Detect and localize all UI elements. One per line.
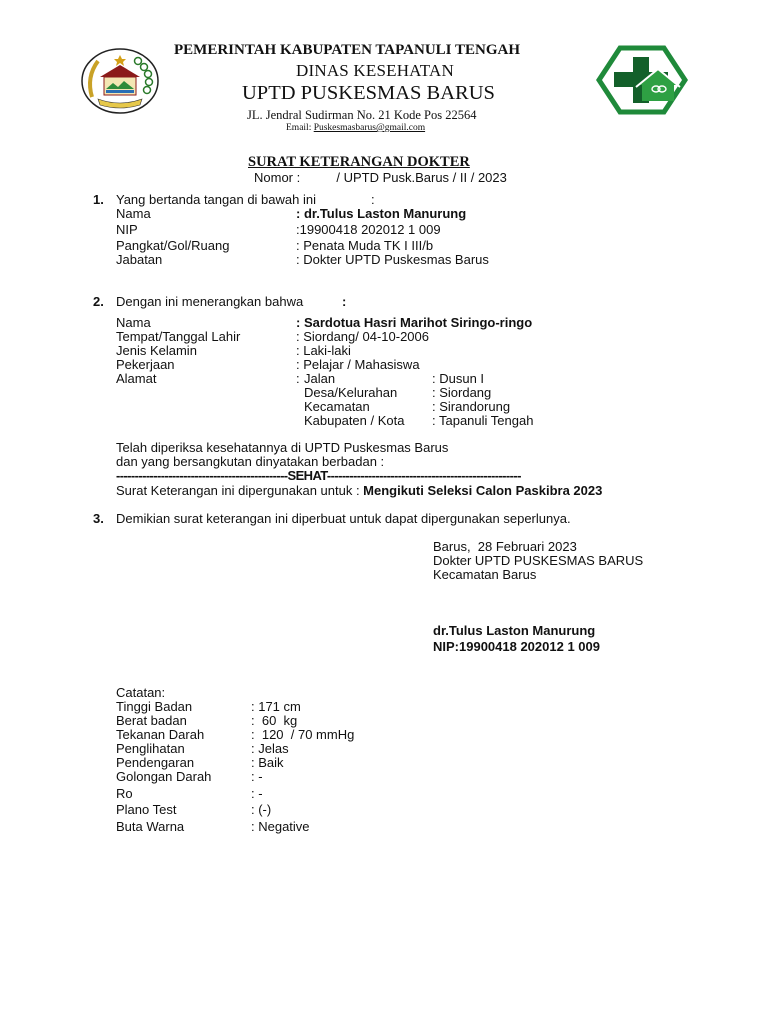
letterhead-address: JL. Jendral Sudirman No. 21 Kode Pos 22564 xyxy=(247,108,477,122)
address-value: : Sirandorung xyxy=(432,399,511,414)
purpose-label: Surat Keterangan ini dipergunakan untuk : xyxy=(116,483,364,498)
email-label: Email: xyxy=(286,123,314,133)
field-label: Jabatan xyxy=(116,252,163,267)
field-label: Pangkat/Gol/Ruang xyxy=(116,238,230,253)
signer-nip-value: :19900418 202012 1 009 xyxy=(296,222,441,237)
signer-name: dr.Tulus Laston Manurung xyxy=(433,623,596,638)
field-label: Nama xyxy=(116,206,151,221)
section-3-number: 3. xyxy=(93,511,104,526)
field-label: Pekerjaan xyxy=(116,357,175,372)
section-2-number: 2. xyxy=(93,294,104,309)
note-vision-value: : Jelas xyxy=(251,741,289,756)
note-label: Berat badan xyxy=(116,713,187,728)
address-label: Desa/Kelurahan xyxy=(304,385,398,400)
address-label: Kabupaten / Kota xyxy=(304,413,405,428)
patient-birth-value: : Siordang/ 04-10-2006 xyxy=(296,329,429,344)
patient-name-value: : Sardotua Hasri Marihot Siringo-ringo xyxy=(296,315,533,330)
note-label: Golongan Darah xyxy=(116,769,212,784)
signer-nip: NIP:19900418 202012 1 009 xyxy=(433,639,600,654)
health-result: ----------------------------------------------SEHAT---------------------------------------------------- xyxy=(116,468,521,483)
address-label: Kecamatan xyxy=(304,399,370,414)
note-label: Plano Test xyxy=(116,802,177,817)
note-label: Tekanan Darah xyxy=(116,727,205,742)
signer-position-value: : Dokter UPTD Puskesmas Barus xyxy=(296,252,489,267)
signer-district: Kecamatan Barus xyxy=(433,567,537,582)
note-color-blind-value: : Negative xyxy=(251,819,310,834)
note-label: Penglihatan xyxy=(116,741,185,756)
field-label: Nama xyxy=(116,315,151,330)
note-height-value: : 171 cm xyxy=(251,699,301,714)
note-blood-type-value: : - xyxy=(251,769,263,784)
address-value: : Dusun I xyxy=(432,371,485,386)
letterhead-institution: UPTD PUSKESMAS BARUS xyxy=(242,82,495,104)
address-value: : Siordang xyxy=(432,385,492,400)
address-value: : Tapanuli Tengah xyxy=(432,413,534,428)
note-blood-pressure-value: : 120 / 70 mmHg xyxy=(251,727,355,742)
section-2-intro-colon: : xyxy=(342,294,347,309)
exam-statement-line-1: Telah diperiksa kesehatannya di UPTD Puskesmas Barus xyxy=(116,440,449,455)
closing-statement: Demikian surat keterangan ini diperbuat untuk dapat dipergunakan seperlunya. xyxy=(116,511,571,526)
field-label: NIP xyxy=(116,222,138,237)
field-label: Alamat xyxy=(116,371,157,386)
note-weight-value: : 60 kg xyxy=(251,713,298,728)
purpose-value: Mengikuti Seleksi Calon Paskibra 2023 xyxy=(363,483,603,498)
letterhead-email-line xyxy=(286,123,425,133)
patient-gender-value: : Laki-laki xyxy=(296,343,351,358)
signer-name-value: : dr.Tulus Laston Manurung xyxy=(296,206,467,221)
section-1-number: 1. xyxy=(93,192,104,207)
note-label: Pendengaran xyxy=(116,755,195,770)
signer-title: Dokter UPTD PUSKESMAS BARUS xyxy=(433,553,644,568)
note-label: Buta Warna xyxy=(116,819,185,834)
place-date: Barus, 28 Februari 2023 xyxy=(433,539,577,554)
note-label: Tinggi Badan xyxy=(116,699,193,714)
signer-rank-value: : Penata Muda TK I III/b xyxy=(296,238,434,253)
exam-statement-line-2: dan yang bersangkutan dinyatakan berbadan : xyxy=(116,454,385,469)
field-label: Jenis Kelamin xyxy=(116,343,197,358)
document-title: SURAT KETERANGAN DOKTER xyxy=(248,154,470,170)
email-link[interactable]: Puskesmasbarus@gmail.com xyxy=(313,123,426,133)
document-number: Nomor : / UPTD Pusk.Barus / II / 2023 xyxy=(254,170,507,185)
letterhead-government: PEMERINTAH KABUPATEN TAPANULI TENGAH xyxy=(174,42,521,58)
notes-heading: Catatan: xyxy=(116,685,166,700)
puskesmas-logo-icon xyxy=(596,45,688,115)
section-1-intro-colon: : xyxy=(371,192,375,207)
section-1-intro: Yang bertanda tangan di bawah ini xyxy=(116,192,316,207)
field-label: Tempat/Tanggal Lahir xyxy=(116,329,241,344)
note-label: Ro xyxy=(116,786,133,801)
note-plano-test-value: : (-) xyxy=(251,802,272,817)
kabupaten-emblem-icon xyxy=(80,47,160,115)
letterhead-department: DINAS KESEHATAN xyxy=(296,61,454,80)
note-hearing-value: : Baik xyxy=(251,755,284,770)
address-label: Jalan xyxy=(304,371,336,386)
section-2-intro: Dengan ini menerangkan bahwa xyxy=(116,294,304,309)
patient-occupation-value: : Pelajar / Mahasiswa xyxy=(296,357,420,372)
purpose-line xyxy=(116,484,602,497)
note-ro-value: : - xyxy=(251,786,263,801)
address-colon: : xyxy=(296,371,300,386)
